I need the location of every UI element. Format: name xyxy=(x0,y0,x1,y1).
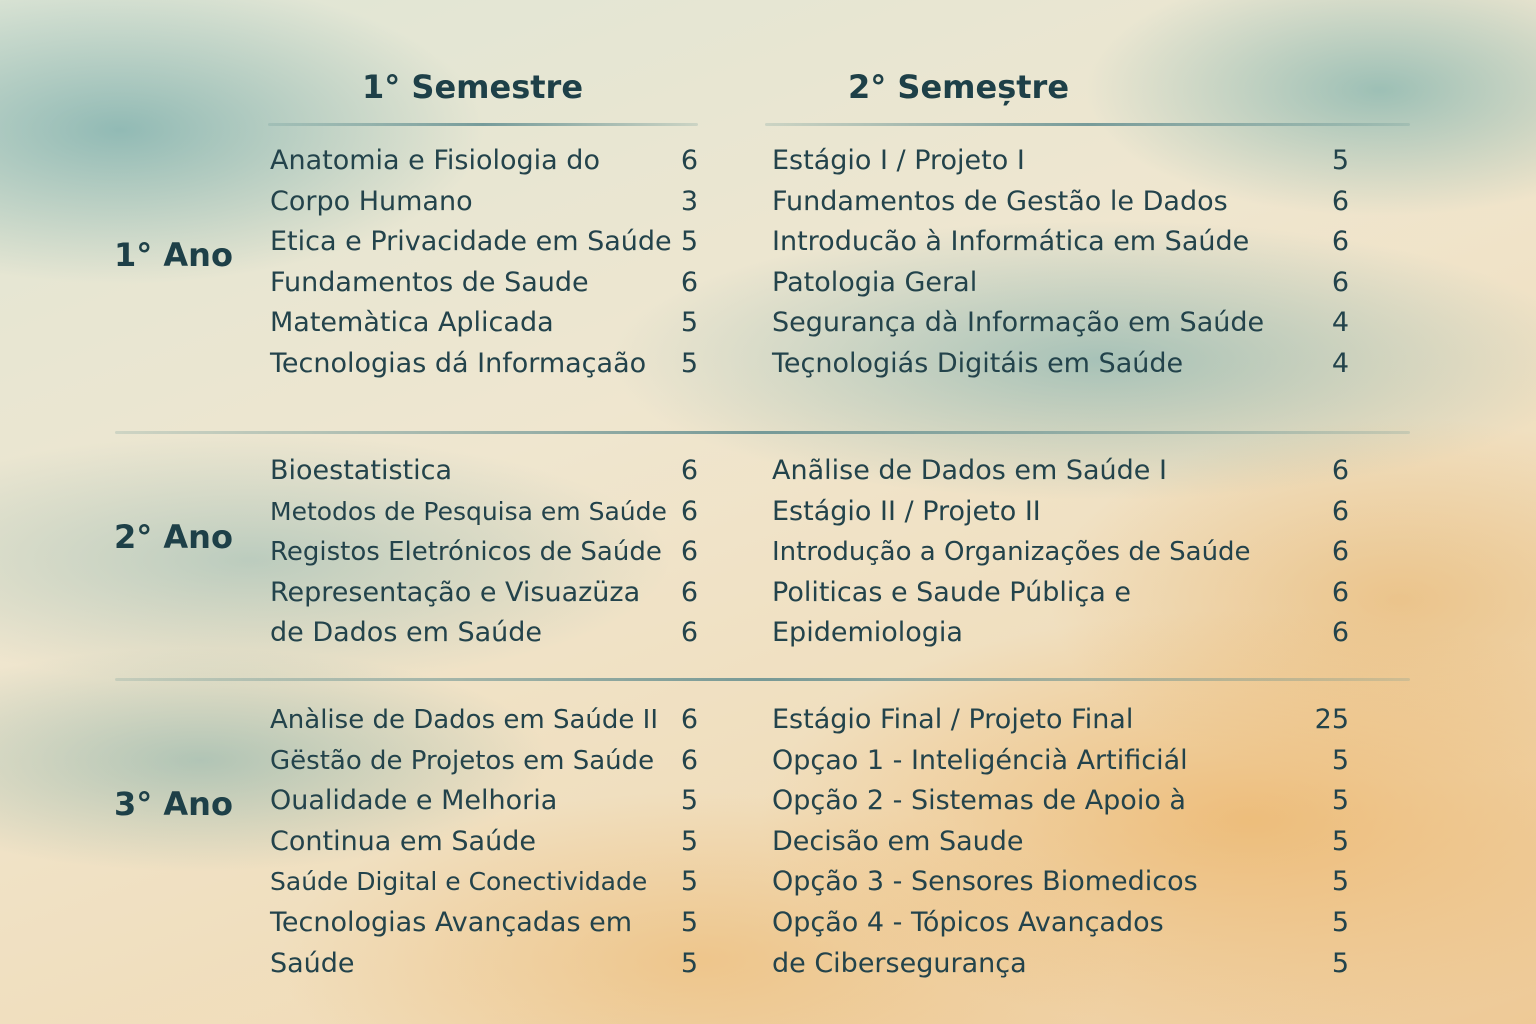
course-name: Patologia Geral xyxy=(772,266,978,298)
course-credits: 6 xyxy=(680,617,698,649)
list-item xyxy=(772,263,1349,304)
list-item xyxy=(270,303,698,344)
course-credits: 5 xyxy=(1331,825,1349,857)
header-rule-2 xyxy=(765,123,1410,126)
course-name: Segurança dà Informação em Saúde xyxy=(772,307,1265,339)
course-name: Opção 2 - Sistemas de Apoio à xyxy=(772,785,1186,817)
course-name: Fundamentos de Gestão le Dados xyxy=(772,185,1228,217)
course-name: Teçnologiás Digitáis em Saúde xyxy=(772,347,1184,379)
course-credits: 4 xyxy=(1331,347,1349,379)
list-item xyxy=(270,182,698,223)
list-item xyxy=(270,781,698,822)
list-item xyxy=(270,532,698,573)
list-item xyxy=(270,944,698,985)
list-item xyxy=(270,700,698,741)
course-credits: 6 xyxy=(680,455,698,486)
course-name: Bioestatistica xyxy=(270,455,452,486)
year-3-semester-1-list xyxy=(270,700,698,984)
course-name: Estágio II / Projeto II xyxy=(772,495,1041,527)
year-2-label: 2° Ano xyxy=(114,518,233,556)
course-name: Opção 4 - Tópicos Avançados xyxy=(772,906,1164,938)
course-name: Epidemiologia xyxy=(772,617,963,649)
list-item xyxy=(772,573,1349,614)
course-credits: 6 xyxy=(1331,536,1349,568)
list-item xyxy=(270,573,698,614)
course-name: Continua em Saúde xyxy=(270,825,536,857)
course-credits: 5 xyxy=(1331,145,1349,176)
year-1-label: 1° Ano xyxy=(114,236,233,274)
list-item xyxy=(270,451,698,492)
year-1-semester-1-list xyxy=(270,141,698,385)
course-name: Politicas e Saude Públiça e xyxy=(772,576,1131,608)
list-item xyxy=(270,141,698,182)
course-name: Metodos de Pesquisa em Saúde xyxy=(270,496,667,526)
course-credits: 5 xyxy=(680,825,698,857)
list-item xyxy=(270,492,698,533)
course-name: Introducão à Informática em Saúde xyxy=(772,226,1250,258)
year-3-label: 3° Ano xyxy=(114,785,233,823)
course-name: Estágio I / Projeto I xyxy=(772,145,1025,176)
list-item xyxy=(772,451,1349,492)
list-item xyxy=(270,263,698,304)
list-item xyxy=(772,222,1349,263)
course-name: Estágio Final / Projeto Final xyxy=(772,704,1134,735)
course-credits: 5 xyxy=(1331,866,1349,898)
list-item xyxy=(772,700,1349,741)
list-item xyxy=(772,613,1349,654)
course-name: Fundamentos de Saude xyxy=(270,266,589,298)
list-item xyxy=(772,903,1349,944)
list-item xyxy=(772,344,1349,385)
course-credits: 5 xyxy=(1331,906,1349,938)
course-credits: 25 xyxy=(1314,704,1349,735)
year-2-semester-1-list xyxy=(270,451,698,654)
course-name: Anãlise de Dados em Saúde I xyxy=(772,455,1167,486)
year-3-semester-2-list xyxy=(772,700,1349,984)
course-credits: 5 xyxy=(680,947,698,979)
header-rule-1 xyxy=(268,123,698,126)
course-name: Decisão em Saude xyxy=(772,825,1024,857)
course-credits: 6 xyxy=(1331,266,1349,298)
list-item xyxy=(270,862,698,903)
list-item xyxy=(270,903,698,944)
list-item xyxy=(270,741,698,782)
course-name: de Cibersegurança xyxy=(772,947,1027,979)
list-item xyxy=(772,741,1349,782)
course-credits: 5 xyxy=(680,307,698,339)
year-2-semester-2-list xyxy=(772,451,1349,654)
course-name: Anatomia e Fisiologia do xyxy=(270,145,600,176)
course-credits: 6 xyxy=(680,536,698,568)
course-name: Saúde xyxy=(270,947,355,979)
course-credits: 5 xyxy=(680,866,698,898)
list-item xyxy=(270,822,698,863)
list-item xyxy=(270,344,698,385)
course-name: Matemàtica Aplicada xyxy=(270,307,554,339)
course-credits: 6 xyxy=(1331,617,1349,649)
course-credits: 6 xyxy=(680,576,698,608)
list-item xyxy=(270,613,698,654)
course-name: Oualidade e Melhoria xyxy=(270,785,558,817)
list-item xyxy=(772,781,1349,822)
list-item xyxy=(772,822,1349,863)
course-credits: 5 xyxy=(680,785,698,817)
semester-2-header: 2° Semeștre xyxy=(848,68,1070,106)
year-1-semester-2-list xyxy=(772,141,1349,385)
course-credits: 3 xyxy=(680,185,698,217)
list-item xyxy=(772,944,1349,985)
course-name: Registos Eletrónicos de Saúde xyxy=(270,537,662,568)
list-item xyxy=(772,492,1349,533)
course-credits: 6 xyxy=(1331,576,1349,608)
section-divider-1 xyxy=(115,431,1410,434)
course-name: Gëstão de Projetos em Saúde xyxy=(270,745,655,776)
course-name: de Dados em Saúde xyxy=(270,617,543,649)
course-name: Representação e Visuazüza xyxy=(270,576,641,608)
course-name: Etica e Privacidade em Saúde xyxy=(270,226,672,258)
course-name: Tecnologias dá Informaçaão xyxy=(270,347,647,379)
course-name: Corpo Humano xyxy=(270,185,473,217)
course-name: Opçao 1 - Inteligéncià Artificiál xyxy=(772,744,1188,776)
course-credits: 6 xyxy=(680,704,698,735)
course-credits: 6 xyxy=(680,266,698,298)
section-divider-2 xyxy=(115,678,1410,681)
list-item xyxy=(772,862,1349,903)
course-credits: 6 xyxy=(1331,226,1349,258)
course-credits: 5 xyxy=(1331,785,1349,817)
course-credits: 5 xyxy=(680,906,698,938)
list-item xyxy=(772,182,1349,223)
course-credits: 5 xyxy=(1331,947,1349,979)
course-credits: 6 xyxy=(1331,495,1349,527)
course-name: Introdução a Organizações de Saúde xyxy=(772,537,1251,568)
course-credits: 5 xyxy=(680,347,698,379)
course-credits: 5 xyxy=(680,226,698,258)
course-credits: 6 xyxy=(1331,455,1349,486)
course-credits: 6 xyxy=(680,744,698,776)
course-credits: 5 xyxy=(1331,744,1349,776)
course-credits: 6 xyxy=(680,145,698,176)
list-item xyxy=(772,141,1349,182)
course-credits: 6 xyxy=(680,495,698,527)
list-item xyxy=(270,222,698,263)
semester-1-header: 1° Semestre xyxy=(362,68,584,106)
course-name: Tecnologias Avançadas em xyxy=(270,906,633,938)
course-name: Anàlise de Dados em Saúde II xyxy=(270,705,658,735)
course-credits: 4 xyxy=(1331,307,1349,339)
course-name: Opção 3 - Sensores Biomedicos xyxy=(772,866,1198,898)
list-item xyxy=(772,303,1349,344)
course-name: Saúde Digital e Conectividade xyxy=(270,867,648,897)
course-credits: 6 xyxy=(1331,185,1349,217)
list-item xyxy=(772,532,1349,573)
